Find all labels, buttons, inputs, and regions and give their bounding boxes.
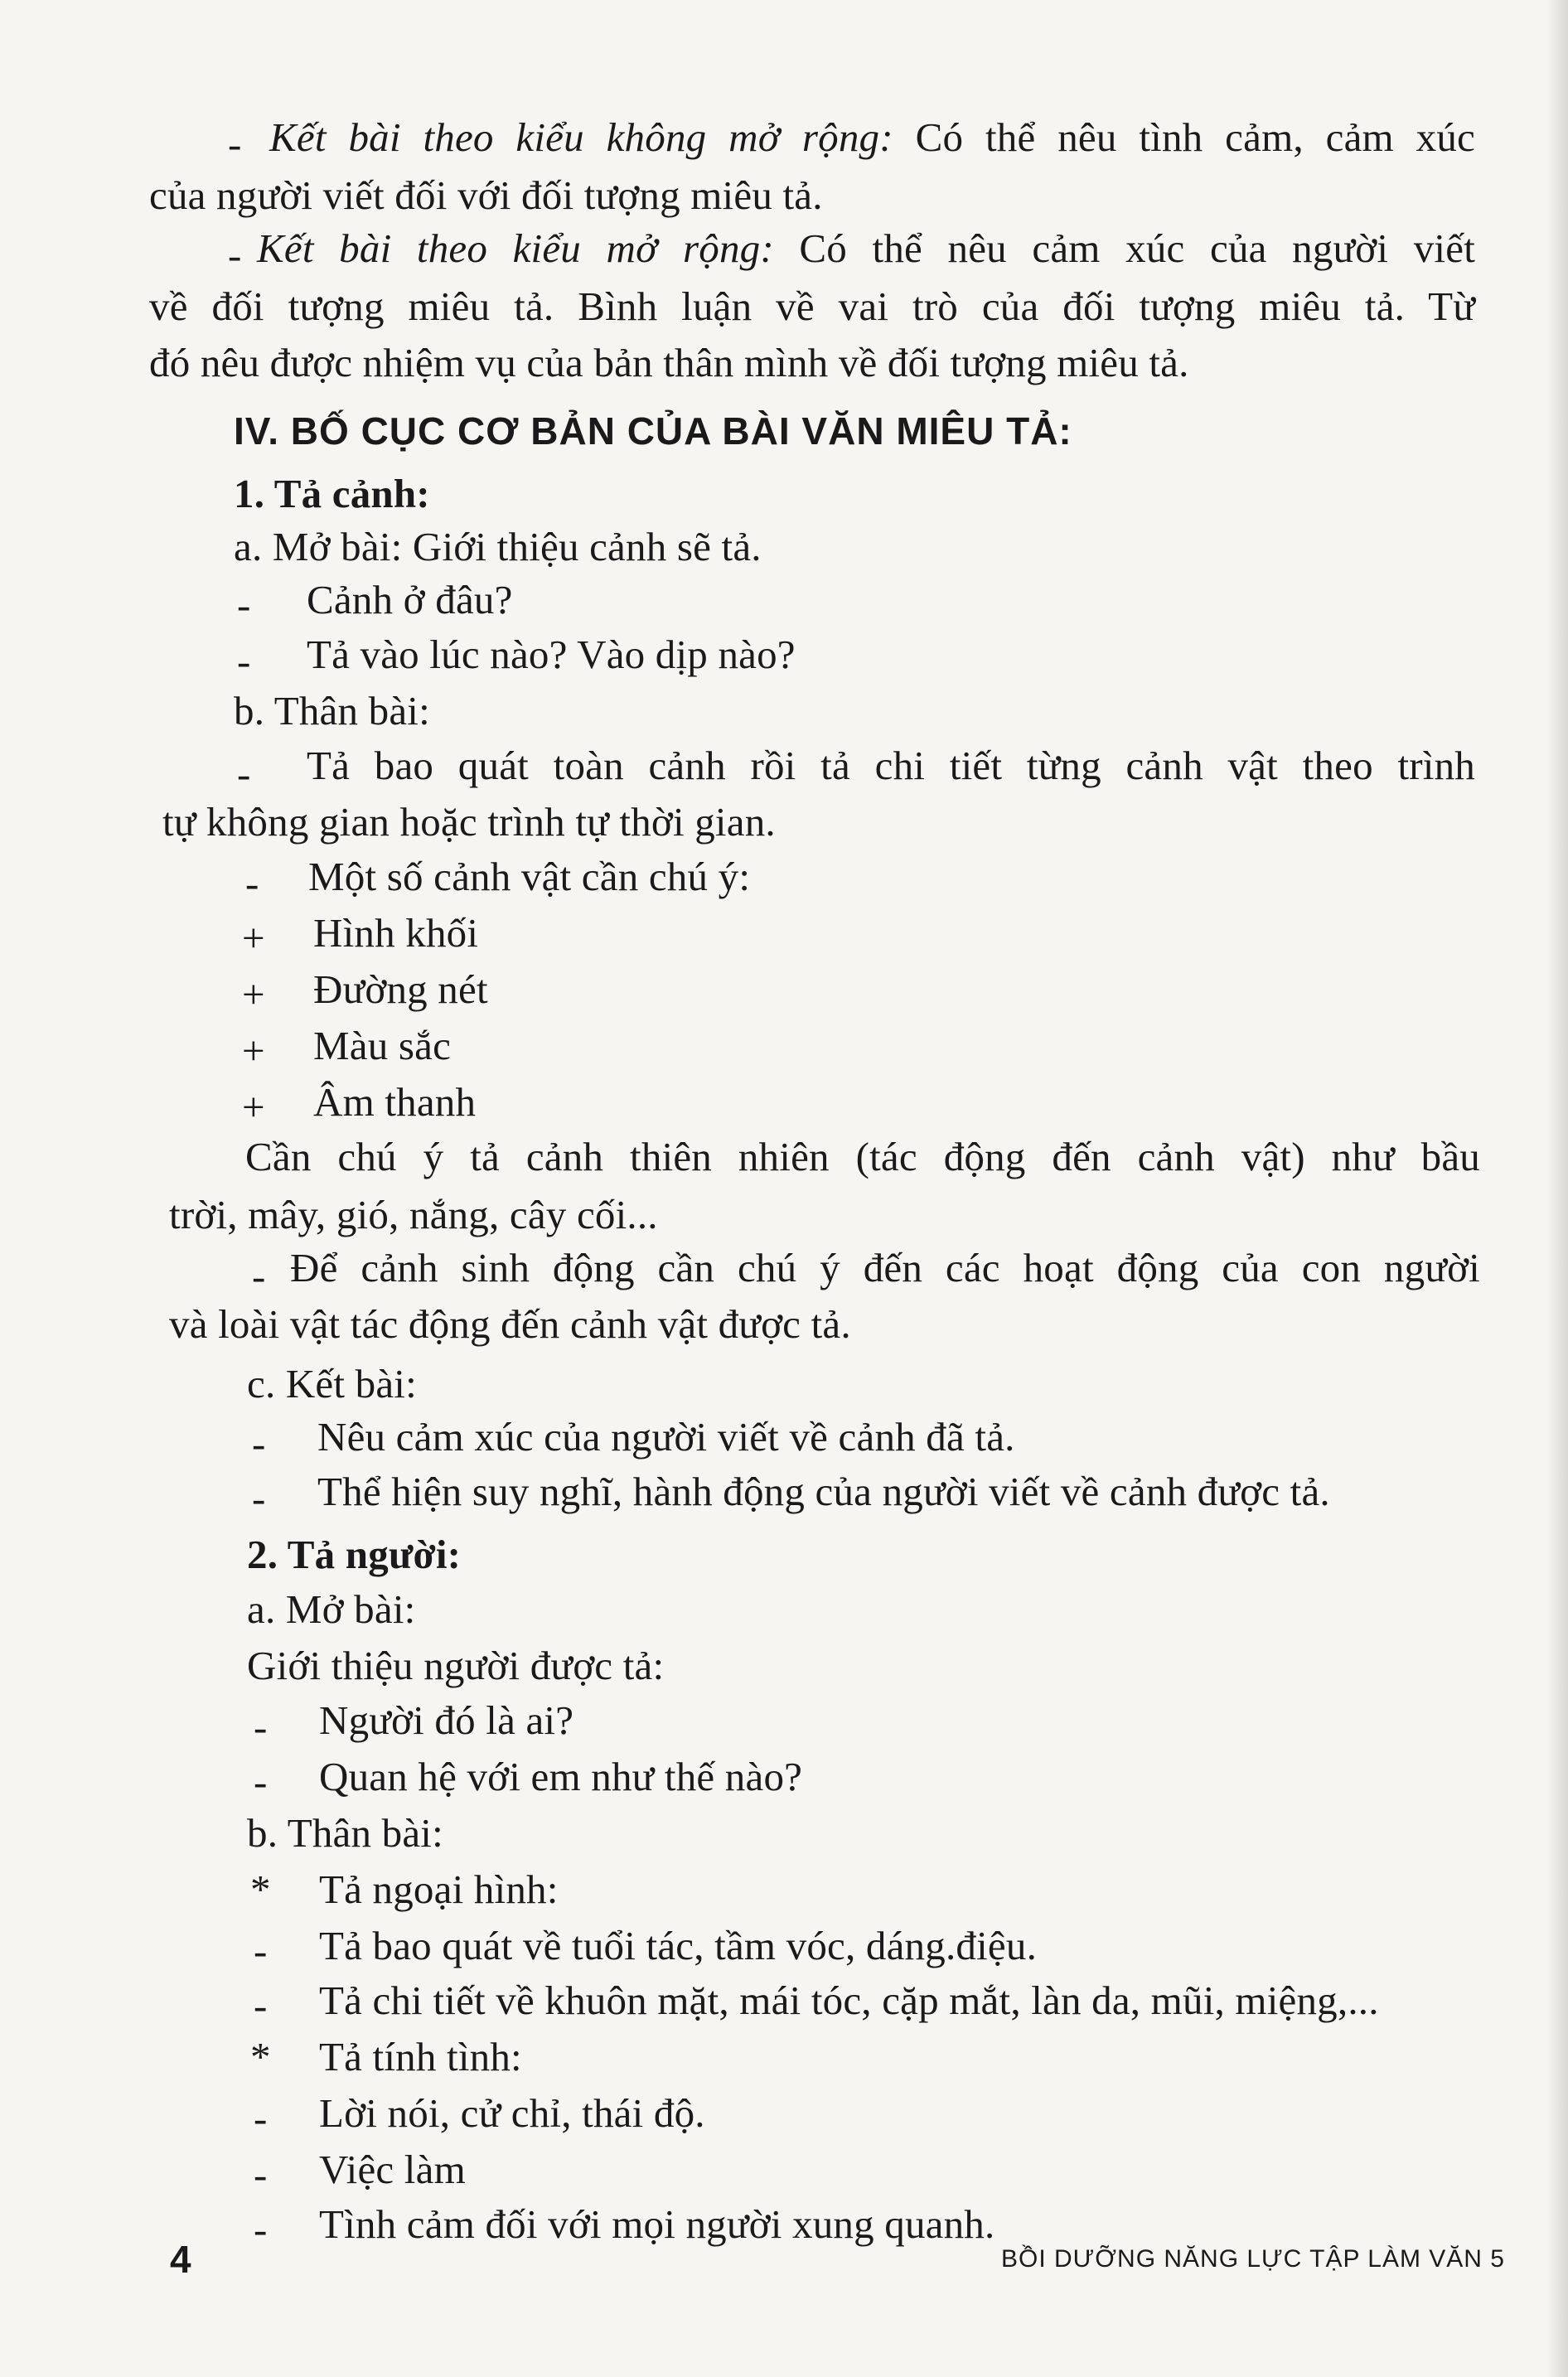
scene-feature: Âm thanh [313,1079,477,1125]
dash-marker: - [237,638,251,684]
scene-title: 1. Tả cảnh: [234,471,430,516]
person-character-item: Việc làm [319,2147,466,2192]
dash-marker: - [237,582,251,627]
dash-marker: - [237,751,251,796]
dash-marker: - [254,1759,268,1804]
scene-nature-note: Cần chú ý tả cảnh thiên nhiên (tác động đến cảnh vật) như bầu [245,1134,1480,1179]
scene-body-paragraph-1-cont: tự không gian hoặc trình tự thời gian. [162,799,776,845]
dash-marker: - [254,2095,268,2141]
scene-closing-item: Thể hiện suy nghĩ, hành động của người viết về cảnh được tả. [317,1469,1330,1514]
intro-lead-extended: Kết bài theo kiểu mở rộng: [257,225,774,271]
scene-body: b. Thân bài: [234,688,430,733]
plus-marker: + [242,915,265,961]
plus-marker: + [242,971,265,1017]
scene-opening-item: Cảnh ở đâu? [307,577,513,622]
intro-lead-not-extended: Kết bài theo kiểu không mở rộng: [269,114,893,160]
person-character: Tả tính tình: [319,2034,522,2079]
dash-marker: - [254,2206,268,2252]
scene-nature-note-cont: trời, mây, gió, nắng, cây cối... [169,1192,658,1237]
intro-line-3 [257,224,1475,274]
person-appearance-item: Tả bao quát về tuổi tác, tầm vóc, dáng.điệu. [319,1923,1038,1968]
plus-marker: + [242,1028,265,1073]
dash-marker: - [252,1421,266,1466]
person-opening-item: Người đó là ai? [319,1697,574,1743]
scene-body-paragraph-2: Một số cảnh vật cần chú ý: [308,854,751,899]
person-intro: Giới thiệu người được tả: [247,1643,665,1688]
person-title: 2. Tả người: [247,1532,462,1577]
page-number: 4 [170,2238,191,2281]
scene-opening: a. Mở bài: Giới thiệu cảnh sẽ tả. [234,524,762,569]
person-body: b. Thân bài: [247,1810,443,1856]
dash-marker: - [254,1982,268,2028]
person-character-item: Lời nói, cử chỉ, thái độ. [319,2090,705,2136]
star-marker: * [250,1866,271,1912]
dash-marker: - [245,860,259,906]
dash-marker: - [228,121,242,167]
scene-closing: c. Kết bài: [247,1361,417,1406]
person-appearance-item: Tả chi tiết về khuôn mặt, mái tóc, cặp mắt, làn da, mũi, miệng,... [319,1978,1379,2023]
scene-feature: Hình khối [313,910,479,956]
person-opening-item: Quan hệ với em như thế nào? [319,1754,803,1799]
book-title-footer: BỒI DƯỠNG NĂNG LỰC TẬP LÀM VĂN 5 [1001,2245,1505,2273]
section-heading: IV. BỐ CỤC CƠ BẢN CỦA BÀI VĂN MIÊU TẢ: [234,409,1072,453]
intro-line-1 [269,113,1475,162]
dash-marker: - [254,1704,268,1750]
scene-feature: Màu sắc [313,1023,452,1068]
dash-marker: - [228,232,242,278]
intro-line-5: đó nêu được nhiệm vụ của bản thân mình về đối tượng miêu tả. [149,340,1189,385]
scene-body-paragraph-1: Tả bao quát toàn cảnh rồi tả chi tiết từng cảnh vật theo trình [307,743,1475,788]
page-spine-shadow [1546,0,1568,2377]
intro-text-extended: Có thể nêu cảm xúc của người viết [799,225,1476,271]
intro-text-not-extended: Có thể nêu tình cảm, cảm xúc [915,114,1475,160]
person-opening: a. Mở bài: [247,1586,416,1632]
person-appearance: Tả ngoại hình: [319,1866,559,1912]
scene-lively-note: Để cảnh sinh động cần chú ý đến các hoạt động của con người [290,1245,1480,1290]
dash-marker: - [252,1253,266,1299]
intro-line-2: của người viết đối với đối tượng miêu tả. [149,172,823,218]
scene-feature: Đường nét [313,966,488,1012]
scene-closing-item: Nêu cảm xúc của người viết về cảnh đã tả. [317,1414,1015,1460]
dash-marker: - [254,1928,268,1973]
scene-opening-item: Tả vào lúc nào? Vào dịp nào? [307,632,796,677]
dash-marker: - [254,2152,268,2197]
dash-marker: - [252,1475,266,1521]
star-marker: * [250,2034,271,2079]
scene-lively-note-cont: và loài vật tác động đến cảnh vật được tả. [169,1301,851,1347]
intro-line-4: về đối tượng miêu tả. Bình luận về vai trò của đối tượng miêu tả. Từ [149,283,1475,329]
person-character-item: Tình cảm đối với mọi người xung quanh. [319,2201,995,2247]
plus-marker: + [242,1084,265,1130]
